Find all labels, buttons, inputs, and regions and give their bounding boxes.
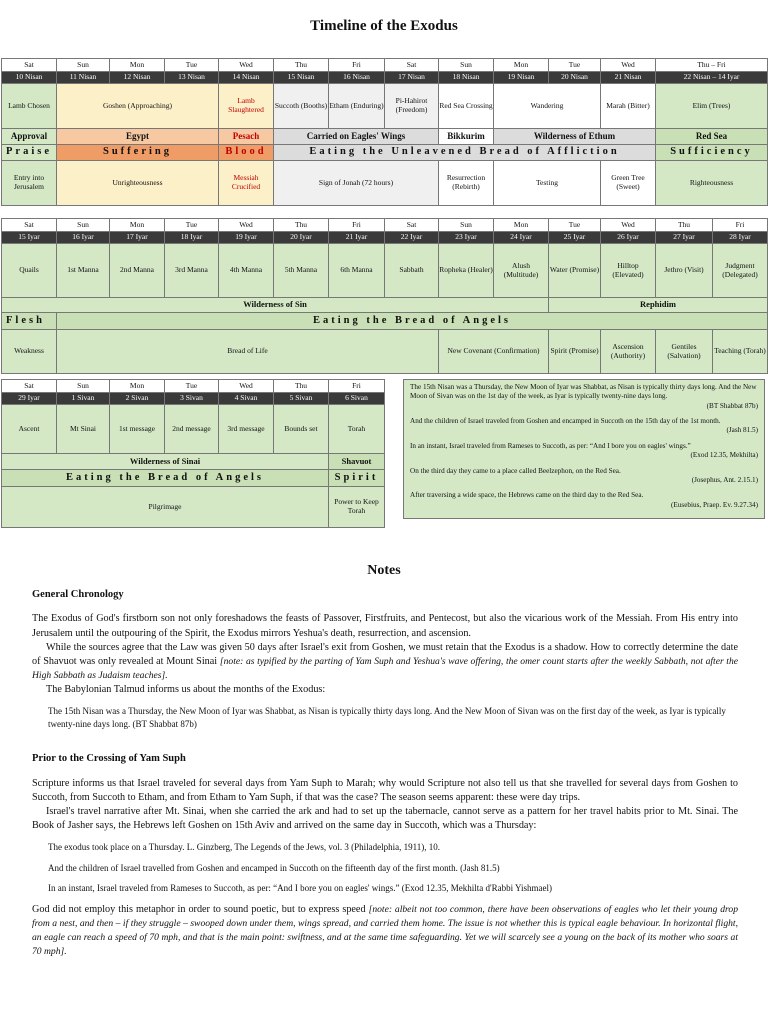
meaning-testing: Testing (494, 161, 601, 206)
date-row (2, 72, 768, 84)
place-pesach: Pesach (219, 129, 274, 145)
date-cell: 12 Nisan (110, 72, 165, 84)
event-mt-sinai: Mt Sinai (57, 405, 110, 454)
block-quote: And the children of Israel travelled from Goshen and encamped in Succoth on the fifteenth day of the first month. (Jash 81.5) (48, 862, 500, 873)
event-row (2, 84, 768, 129)
paragraph (32, 641, 738, 683)
paragraph: Israel's travel narrative after Mt. Sinai, when she carried the ark and had to set up the tabernacle, cannot serve as a pattern for her travel habits prior to Mt. Sinai. The Book of Jasher says, the Hebrews left Goshen on 15th Aviv and arrived on the same day in Succoth, which was a Thursday: (32, 805, 738, 831)
meaning-weakness: Weakness (2, 330, 57, 374)
source-text: After traversing a wide space, the Hebrews came on the third day to the Red Sea. (410, 491, 644, 500)
date-cell: 23 Iyar (439, 232, 494, 244)
section-title: General Chronology (32, 589, 124, 600)
theme-bread-of-angels: Eating the Bread of Angels (57, 313, 768, 330)
date-cell: 20 Iyar (274, 232, 329, 244)
source-entry (410, 442, 758, 461)
date-cell: 18 Iyar (165, 232, 219, 244)
paragraph-note: [note: albeit not too common, there have been observations of eagles who let their young drop from a nest, and then – if they struggle – swooped down under them, wings spread, and carried them home. The issue is not whether this is typical eagle behaviour. In horizontal flight, an eagle can reach a speed of 70 mph, and that is the main point: swiftness, and at the same time safeguarding. Yet we will scarcely see a young on the back of its mother who soars at 70 mph]. (32, 903, 739, 957)
day-cell: Sun (439, 59, 494, 72)
place-row (2, 298, 768, 313)
day-row (2, 380, 385, 393)
event-message-2: 2nd message (165, 405, 219, 454)
day-cell: Mon (494, 59, 549, 72)
event-sabbath: Sabbath (385, 244, 439, 298)
meaning-unrighteousness: Unrighteousness (57, 161, 219, 206)
place-row (2, 454, 385, 470)
meaning-green-tree: Green Tree (Sweet) (601, 161, 656, 206)
day-cell: Fri (329, 59, 385, 72)
event-marah: Marah (Bitter) (601, 84, 656, 129)
source-entry (410, 417, 758, 436)
source-ref: (Jash 81.5) (726, 426, 758, 435)
meaning-power-to-keep-torah: Power to Keep Torah (329, 487, 385, 528)
event-manna-4: 4th Manna (219, 244, 274, 298)
day-cell: Sat (2, 380, 57, 393)
meaning-teaching: Teaching (Torah) (713, 330, 768, 374)
day-cell: Sun (439, 219, 494, 232)
day-cell: Mon (110, 59, 165, 72)
place-wilderness-of-sin: Wilderness of Sin (2, 298, 549, 313)
theme-row (2, 313, 768, 330)
event-etham: Etham (Enduring) (329, 84, 385, 129)
timeline-table-iyar (1, 218, 768, 374)
day-cell: Sat (2, 59, 57, 72)
sources-box (403, 379, 765, 519)
date-cell: 3 Sivan (165, 393, 219, 405)
place-bikkurim: Bikkurim (439, 129, 494, 145)
place-egypt: Egypt (57, 129, 219, 145)
meaning-entry: Entry into Jerusalem (2, 161, 57, 206)
event-manna-6: 6th Manna (329, 244, 385, 298)
meaning-row (2, 487, 385, 528)
date-cell: 2 Sivan (110, 393, 165, 405)
theme-blood: Blood (219, 145, 274, 161)
event-row (2, 244, 768, 298)
event-judgment: Judgment (Delegated) (713, 244, 768, 298)
timeline-table-sivan (1, 379, 385, 528)
meaning-sign-of-jonah: Sign of Jonah (72 hours) (274, 161, 439, 206)
event-lamb-slaughtered: Lamb Slaughtered (219, 84, 274, 129)
date-cell: 11 Nisan (57, 72, 110, 84)
day-cell: Tue (549, 59, 601, 72)
day-cell: Wed (601, 219, 656, 232)
meaning-ascension: Ascension (Authority) (601, 330, 656, 374)
source-entry (410, 383, 758, 411)
block-quote: The 15th Nisan was a Thursday, the New Moon of Iyar was Shabbat, as Nisan is typically thirty days long. And the New Moon of Sivan was on the first day of the week, as Iyar is typically twenty-nine days long. (BT Shabbat 87b) (48, 705, 726, 729)
theme-sufficiency: Sufficiency (656, 145, 768, 161)
day-cell: Sun (57, 380, 110, 393)
meaning-new-covenant: New Covenant (Confirmation) (439, 330, 549, 374)
date-cell: 21 Iyar (329, 232, 385, 244)
date-cell: 21 Nisan (601, 72, 656, 84)
day-cell: Sun (57, 219, 110, 232)
meaning-row (2, 330, 768, 374)
paragraph (32, 903, 738, 959)
day-cell: Thu (274, 219, 329, 232)
meaning-messiah-crucified: Messiah Crucified (219, 161, 274, 206)
place-shavuot: Shavuot (329, 454, 385, 470)
date-cell: 16 Nisan (329, 72, 385, 84)
day-cell: Mon (110, 219, 165, 232)
notes-heading: Notes (367, 563, 401, 578)
event-ascent: Ascent (2, 405, 57, 454)
paragraph-text: God did not employ this metaphor in order to sound poetic, but to express speed (32, 903, 366, 915)
event-row (2, 405, 385, 454)
event-wandering: Wandering (494, 84, 601, 129)
day-cell: Thu (656, 219, 713, 232)
meaning-resurrection: Resurrection (Rebirth) (439, 161, 494, 206)
theme-spirit: Spirit (329, 470, 385, 487)
event-jethro: Jethro (Visit) (656, 244, 713, 298)
event-message-3: 3rd message (219, 405, 274, 454)
paragraph: The Exodus of God's firstborn son not only foreshadows the feasts of Passover, Firstfruits, and Pentecost, but also the vicarious work of the Messiah. From His entry into Jerusalem until the outpouring of the Spirit, the Exodus mirrors Yeshua's death, resurrection, and ascension. (32, 613, 738, 639)
date-cell: 26 Iyar (601, 232, 656, 244)
day-cell: Fri (329, 380, 385, 393)
date-cell: 17 Nisan (385, 72, 439, 84)
source-entry (410, 491, 758, 510)
theme-unleavened: Eating the Unleavened Bread of Affliction (274, 145, 656, 161)
date-row (2, 232, 768, 244)
event-goshen: Goshen (Approaching) (57, 84, 219, 129)
event-manna-5: 5th Manna (274, 244, 329, 298)
event-water: Water (Promise) (549, 244, 601, 298)
event-lamb-chosen: Lamb Chosen (2, 84, 57, 129)
date-cell: 17 Iyar (110, 232, 165, 244)
meaning-row (2, 161, 768, 206)
day-cell: Mon (110, 380, 165, 393)
paragraph: Scripture informs us that Israel traveled for several days from Yam Suph to Marah; why would Scripture not also tell us that she travelled for several days from Goshen to Succoth, from Succoth to Etham, and from Etham to Yam Suph, if that was the case? The season seems apparent: these were day trips. (32, 777, 738, 803)
event-manna-1: 1st Manna (57, 244, 110, 298)
date-row (2, 393, 385, 405)
date-cell: 18 Nisan (439, 72, 494, 84)
date-cell: 27 Iyar (656, 232, 713, 244)
date-cell: 16 Iyar (57, 232, 110, 244)
theme-row (2, 145, 768, 161)
meaning-bread-of-life: Bread of Life (57, 330, 439, 374)
section-title: Prior to the Crossing of Yam Suph (32, 753, 186, 765)
day-cell: Wed (219, 59, 274, 72)
page-title: Timeline of the Exodus (310, 18, 458, 34)
event-succoth: Succoth (Booths) (274, 84, 329, 129)
place-eagles-wings: Carried on Eagles' Wings (274, 129, 439, 145)
event-manna-3: 3rd Manna (165, 244, 219, 298)
place-approval: Approval (2, 129, 57, 145)
day-cell: Sat (2, 219, 57, 232)
timeline-table-nisan (1, 58, 768, 206)
place-row (2, 129, 768, 145)
date-cell: 22 Nisan – 14 Iyar (656, 72, 768, 84)
source-ref: (Josephus, Ant. 2.15.1) (691, 475, 758, 484)
meaning-righteousness: Righteousness (656, 161, 768, 206)
event-torah: Torah (329, 405, 385, 454)
date-cell: 4 Sivan (219, 393, 274, 405)
meaning-pilgrimage: Pilgrimage (2, 487, 329, 528)
date-cell: 6 Sivan (329, 393, 385, 405)
day-cell: Tue (549, 219, 601, 232)
event-alush: Alush (Multitude) (494, 244, 549, 298)
date-cell: 20 Nisan (549, 72, 601, 84)
event-quails: Quails (2, 244, 57, 298)
day-cell: Sat (385, 219, 439, 232)
source-text: In an instant, Israel traveled from Rameses to Succoth, as per: “And I bore you on eagles' wings.” (410, 441, 691, 450)
date-cell: 28 Iyar (713, 232, 768, 244)
place-ethum: Wilderness of Ethum (494, 129, 656, 145)
place-rephidim: Rephidim (549, 298, 768, 313)
event-hilltop: Hilltop (Elevated) (601, 244, 656, 298)
date-cell: 10 Nisan (2, 72, 57, 84)
date-cell: 29 Iyar (2, 393, 57, 405)
date-cell: 5 Sivan (274, 393, 329, 405)
date-cell: 14 Nisan (219, 72, 274, 84)
date-cell: 1 Sivan (57, 393, 110, 405)
date-cell: 22 Iyar (385, 232, 439, 244)
day-cell: Sun (57, 59, 110, 72)
event-manna-2: 2nd Manna (110, 244, 165, 298)
day-cell: Tue (165, 59, 219, 72)
source-entry (410, 467, 758, 486)
date-cell: 19 Nisan (494, 72, 549, 84)
day-cell: Wed (219, 219, 274, 232)
notes-body (32, 588, 738, 959)
source-text: The 15th Nisan was a Thursday, the New Moon of Iyar was Shabbat, as Nisan is typically thirty days long. And the New Moon of Sivan was on the 1st day of the week, as Iyar is typically twenty-nine days long. (410, 383, 757, 401)
block-quote: The exodus took place on a Thursday. L. Ginzberg, The Legends of the Jews, vol. 3 (Philadelphia, 1911), 10. (48, 841, 440, 852)
day-cell: Fri (713, 219, 768, 232)
theme-suffering: Suffering (57, 145, 219, 161)
paragraph-note: [note: as typified by the parting of Yam Suph and Yeshua's wave offering, the omer count starts after the weekly Sabbath, not after the High Sabbath as Judaism teaches]. (32, 655, 739, 681)
place-wilderness-of-sinai: Wilderness of Sinai (2, 454, 329, 470)
date-cell: 13 Nisan (165, 72, 219, 84)
event-bounds-set: Bounds set (274, 405, 329, 454)
theme-bread-of-angels: Eating the Bread of Angels (2, 470, 329, 487)
source-ref: (Eusebius, Praep. Ev. 9.27.34) (671, 500, 758, 509)
day-cell: Wed (601, 59, 656, 72)
day-cell: Thu – Fri (656, 59, 768, 72)
date-cell: 24 Iyar (494, 232, 549, 244)
theme-flesh: Flesh (2, 313, 57, 330)
paragraph: The Babylonian Talmud informs us about the months of the Exodus: (46, 683, 326, 695)
paragraph-text: While the sources agree that the Law was given 50 days after Israel's exit from Goshen, we must retain that the Exodus is a shadow. How to correctly determine the date of Shavuot was only revealed at Mount Sinai (32, 641, 738, 667)
source-ref: (BT Shabbat 87b) (706, 401, 758, 410)
source-text: And the children of Israel traveled from Goshen and encamped in Succoth on the 15th day of the 1st month. (410, 417, 721, 426)
date-cell: 15 Nisan (274, 72, 329, 84)
day-row (2, 219, 768, 232)
event-ropheka: Ropheka (Healer) (439, 244, 494, 298)
day-cell: Fri (329, 219, 385, 232)
day-cell: Tue (165, 380, 219, 393)
event-red-sea-crossing: Red Sea Crossing (439, 84, 494, 129)
meaning-spirit: Spirit (Promise) (549, 330, 601, 374)
event-elim: Elim (Trees) (656, 84, 768, 129)
day-cell: Thu (274, 59, 329, 72)
block-quote: In an instant, Israel traveled from Rameses to Succoth, as per: “And I bore you on eagles' wings.” (Exod 12.35, Mekhilta d'Rabbi Yishmael) (48, 883, 553, 894)
event-message-1: 1st message (110, 405, 165, 454)
event-pi-hahirot: Pi-Hahirot (Freedom) (385, 84, 439, 129)
theme-row (2, 470, 385, 487)
day-cell: Wed (219, 380, 274, 393)
date-cell: 25 Iyar (549, 232, 601, 244)
day-cell: Tue (165, 219, 219, 232)
source-ref: (Exod 12.35, Mekhilta) (690, 451, 758, 460)
date-cell: 19 Iyar (219, 232, 274, 244)
theme-praise: Praise (2, 145, 57, 161)
day-cell: Mon (494, 219, 549, 232)
date-cell: 15 Iyar (2, 232, 57, 244)
meaning-gentiles: Gentiles (Salvation) (656, 330, 713, 374)
place-red-sea: Red Sea (656, 129, 768, 145)
day-row (2, 59, 768, 72)
source-text: On the third day they came to a place called Beelzephon, on the Red Sea. (410, 466, 621, 475)
day-cell: Thu (274, 380, 329, 393)
day-cell: Sat (385, 59, 439, 72)
